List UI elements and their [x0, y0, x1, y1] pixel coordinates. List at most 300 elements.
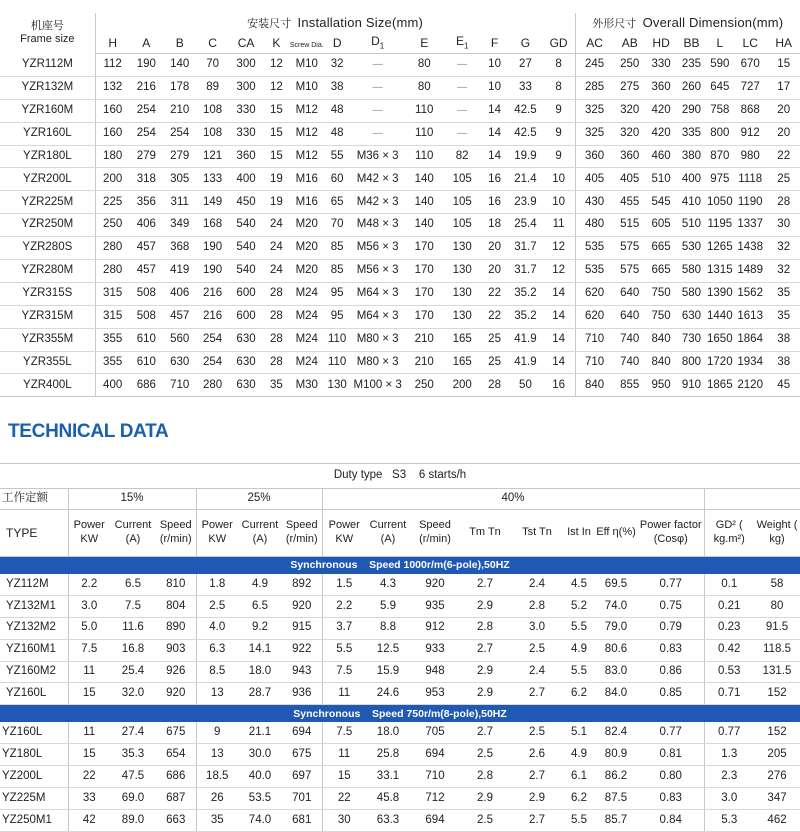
dimension-cell: M12	[290, 145, 324, 168]
dimension-cell: 980	[733, 145, 767, 168]
dimension-cell: 360	[575, 145, 613, 168]
spec-cell: 30.0	[238, 744, 282, 766]
rating-40: 40%	[322, 489, 704, 510]
dimension-cell: 575	[614, 237, 646, 260]
dimension-cell: M48 × 3	[350, 214, 405, 237]
dimension-cell: 89	[196, 76, 228, 99]
technical-row	[0, 595, 800, 617]
dimension-cell: M42 × 3	[350, 168, 405, 191]
dimension-cell: M80 × 3	[350, 351, 405, 374]
spec-cell: 697	[282, 766, 322, 788]
dimension-cell: 23.9	[508, 191, 542, 214]
dimension-cell: M16	[290, 191, 324, 214]
dimension-cell: 335	[676, 122, 706, 145]
col-header-b	[163, 33, 196, 54]
dimension-cell: 16	[481, 191, 508, 214]
dimension-cell: M100 × 3	[350, 374, 405, 397]
spec-cell: 8.5	[196, 661, 238, 683]
dimension-cell: 48	[324, 99, 350, 122]
col-header-k	[263, 33, 289, 54]
dimension-cell: 975	[707, 168, 733, 191]
dimension-cell: 35	[263, 374, 289, 397]
dimension-cell: 9	[543, 99, 575, 122]
dimension-cell: 800	[707, 122, 733, 145]
col-header-text: D	[332, 36, 342, 50]
col-header-a	[130, 33, 163, 54]
dimension-cell: 110	[405, 122, 443, 145]
dimension-cell: 540	[229, 260, 263, 283]
dimension-cell: 130	[443, 282, 480, 305]
dimension-cell: 620	[575, 282, 613, 305]
dimension-cell: 15	[767, 54, 800, 77]
speed-25-header: Speed (r/min)	[282, 510, 322, 557]
dimension-cell: 30	[767, 214, 800, 237]
spec-cell: 9	[196, 722, 238, 743]
dimension-cell: 48	[324, 122, 350, 145]
type-header: TYPE	[0, 510, 68, 557]
dimension-cell: 410	[676, 191, 706, 214]
spec-cell: 694	[282, 722, 322, 743]
col-header-l	[707, 33, 733, 54]
col-header-bb	[676, 33, 706, 54]
dimension-cell: 605	[646, 214, 676, 237]
dimension-cell: M56 × 3	[350, 260, 405, 283]
spec-cell: 0.53	[704, 661, 754, 683]
dimension-cell: 14	[481, 122, 508, 145]
spec-cell: 7.5	[68, 639, 110, 661]
dimension-cell: 10	[543, 191, 575, 214]
dimension-cell: M30	[290, 374, 324, 397]
dimension-cell: 800	[676, 351, 706, 374]
spec-cell: 2.7	[510, 809, 564, 831]
dimension-cell: —	[443, 99, 480, 122]
dimension-cell: 457	[130, 260, 163, 283]
spec-cell: 152	[754, 722, 800, 743]
spec-cell: 53.5	[238, 788, 282, 810]
col-header-ac	[575, 33, 613, 54]
dimension-cell: 630	[229, 328, 263, 351]
dimension-cell: 95	[324, 305, 350, 328]
motor-type-cell: YZ132M1	[0, 595, 68, 617]
frame-size-cell: YZR250M	[0, 214, 95, 237]
spec-cell: 21.1	[238, 722, 282, 743]
technical-column-header-row	[0, 510, 800, 557]
dimension-cell: 275	[614, 76, 646, 99]
dimension-cell: 190	[130, 54, 163, 77]
dimension-cell: 2120	[733, 374, 767, 397]
dimension-cell: 280	[95, 237, 129, 260]
spec-cell: 0.21	[704, 595, 754, 617]
col-header-text: AC	[586, 36, 603, 50]
dimension-cell: M64 × 3	[350, 305, 405, 328]
dimension-cell: 35	[767, 305, 800, 328]
dimension-cell: 149	[196, 191, 228, 214]
spec-cell: 11	[68, 722, 110, 743]
dimension-cell: 110	[324, 351, 350, 374]
dimension-cell: 1865	[707, 374, 733, 397]
spec-cell: 4.0	[196, 617, 238, 639]
dimension-cell: 1118	[733, 168, 767, 191]
dimension-cell: 600	[229, 305, 263, 328]
spec-cell: 3.0	[68, 595, 110, 617]
frame-size-cell: YZR355M	[0, 328, 95, 351]
spec-cell: 3.7	[322, 617, 366, 639]
dimension-cell: 855	[614, 374, 646, 397]
spec-cell: 5.1	[564, 722, 594, 743]
spec-cell: 33	[68, 788, 110, 810]
spec-cell: 1.5	[322, 574, 366, 595]
spec-cell: 87.5	[594, 788, 638, 810]
dimension-cell: 60	[324, 168, 350, 191]
spec-cell: 922	[282, 639, 322, 661]
dimension-cell: 254	[196, 328, 228, 351]
dimension-cell: 1489	[733, 260, 767, 283]
dimension-cell: 840	[646, 351, 676, 374]
eff-header: Eff η(%)	[594, 510, 638, 557]
dimension-cell: 510	[646, 168, 676, 191]
installation-size-en: Installation Size(mm)	[297, 14, 424, 30]
dimension-cell: 250	[405, 374, 443, 397]
spec-cell: 2.9	[460, 683, 510, 705]
dimension-cell: 210	[405, 351, 443, 374]
dimension-cell: 545	[646, 191, 676, 214]
frame-size-cell: YZR132M	[0, 76, 95, 99]
spec-cell: 80.6	[594, 639, 638, 661]
dimension-cell: 190	[196, 260, 228, 283]
dimension-cell: —	[350, 99, 405, 122]
spec-cell: 0.83	[638, 639, 704, 661]
spec-cell: 131.5	[754, 661, 800, 683]
spec-cell: 5.2	[564, 595, 594, 617]
dimension-cell: 279	[130, 145, 163, 168]
dimension-cell: 14	[543, 328, 575, 351]
dimension-cell: 360	[229, 145, 263, 168]
spec-cell: 63.3	[366, 809, 410, 831]
spec-cell: 2.9	[460, 661, 510, 683]
spec-cell: 6.2	[564, 683, 594, 705]
motor-type-cell: YZ225M	[0, 788, 68, 810]
spec-cell: 654	[156, 744, 196, 766]
spec-cell: 0.80	[638, 766, 704, 788]
installation-row	[0, 122, 800, 145]
motor-type-cell: YZ132M2	[0, 617, 68, 639]
spec-cell: 84.0	[594, 683, 638, 705]
col-header-text: D	[371, 34, 380, 49]
spec-cell: 80	[754, 595, 800, 617]
dimension-cell: 330	[229, 122, 263, 145]
col-header-d1	[350, 33, 405, 54]
spec-cell: 694	[410, 744, 460, 766]
dimension-cell: —	[443, 76, 480, 99]
spec-cell: 15.9	[366, 661, 410, 683]
spec-cell: 2.9	[460, 595, 510, 617]
dimension-cell: —	[350, 76, 405, 99]
dimension-cell: 32	[324, 54, 350, 77]
installation-row	[0, 99, 800, 122]
dimension-cell: 20	[767, 99, 800, 122]
spec-cell: 205	[754, 744, 800, 766]
rating-label: 工作定额	[0, 489, 68, 510]
dimension-cell: 325	[575, 122, 613, 145]
dimension-cell: 41.9	[508, 328, 542, 351]
motor-type-cell: YZ160L	[0, 683, 68, 705]
dimension-cell: 210	[405, 328, 443, 351]
dimension-cell: 430	[575, 191, 613, 214]
dimension-cell: 28	[767, 191, 800, 214]
spec-cell: 15	[322, 766, 366, 788]
dimension-cell: 70	[196, 54, 228, 77]
dimension-cell: 216	[196, 305, 228, 328]
spec-cell: 8.8	[366, 617, 410, 639]
dimension-cell: 130	[443, 305, 480, 328]
dimension-cell: 14	[481, 99, 508, 122]
col-header-e1	[443, 33, 480, 54]
spec-cell: 0.71	[704, 683, 754, 705]
col-header-gd	[543, 33, 575, 54]
spec-cell: 0.83	[638, 788, 704, 810]
dimension-cell: 38	[324, 76, 350, 99]
dimension-cell: 508	[130, 305, 163, 328]
rating-blank	[704, 489, 800, 510]
dimension-cell: 25	[481, 328, 508, 351]
spec-cell: 0.79	[638, 617, 704, 639]
dimension-cell: 170	[405, 237, 443, 260]
ist-in-header: Ist In	[564, 510, 594, 557]
col-header-screw-dia	[290, 33, 324, 54]
spec-cell: 933	[410, 639, 460, 661]
spec-cell: 347	[754, 788, 800, 810]
spec-cell: 69.0	[110, 788, 156, 810]
power-15-header: Power KW	[68, 510, 110, 557]
dimension-cell: 140	[405, 168, 443, 191]
dimension-cell: 300	[229, 54, 263, 77]
spec-cell: 82.4	[594, 722, 638, 743]
dimension-cell: 70	[324, 214, 350, 237]
frame-size-en: Frame size	[20, 33, 75, 46]
dimension-cell: 540	[229, 214, 263, 237]
spec-cell: 6.1	[564, 766, 594, 788]
duty-type-row	[0, 464, 800, 489]
spec-cell: 9.2	[238, 617, 282, 639]
duty-type: Duty type S3 6 starts/h	[0, 464, 800, 489]
dimension-cell: 105	[443, 168, 480, 191]
dimension-cell: 28	[481, 374, 508, 397]
dimension-cell: 31.7	[508, 237, 542, 260]
spec-cell: 2.8	[460, 617, 510, 639]
gd2-header: GD² ( kg.m²)	[704, 510, 754, 557]
dimension-cell: 121	[196, 145, 228, 168]
dimension-cell: 280	[196, 374, 228, 397]
dimension-cell: 80	[405, 54, 443, 77]
dimension-cell: 168	[196, 214, 228, 237]
dimension-cell: 32	[767, 237, 800, 260]
dimension-cell: 750	[646, 305, 676, 328]
dimension-cell: 420	[646, 122, 676, 145]
spec-cell: 2.8	[460, 766, 510, 788]
dimension-cell: 27	[508, 54, 542, 77]
dimension-cell: 620	[575, 305, 613, 328]
dimension-cell: 1934	[733, 351, 767, 374]
technical-row	[0, 788, 800, 810]
dimension-cell: 180	[95, 145, 129, 168]
dimension-cell: 730	[676, 328, 706, 351]
dimension-cell: 10	[481, 54, 508, 77]
dimension-cell: —	[350, 122, 405, 145]
dimension-cell: 22	[481, 305, 508, 328]
dimension-cell: 355	[95, 328, 129, 351]
dimension-cell: 216	[130, 76, 163, 99]
spec-cell: 5.9	[366, 595, 410, 617]
dimension-cell: 640	[614, 305, 646, 328]
spec-cell: 912	[410, 617, 460, 639]
spec-cell: 943	[282, 661, 322, 683]
col-header-text: BB	[683, 36, 700, 50]
dimension-cell: 356	[130, 191, 163, 214]
spec-cell: 892	[282, 574, 322, 595]
dimension-cell: 85	[324, 237, 350, 260]
spec-cell: 687	[156, 788, 196, 810]
dimension-cell: 560	[163, 328, 196, 351]
dimension-cell: 254	[130, 122, 163, 145]
dimension-cell: 28	[263, 282, 289, 305]
dimension-cell: 727	[733, 76, 767, 99]
installation-row	[0, 214, 800, 237]
dimension-cell: 110	[405, 99, 443, 122]
dimension-cell: 178	[163, 76, 196, 99]
dimension-cell: 28	[263, 305, 289, 328]
spec-cell: 5.3	[704, 809, 754, 831]
dimension-cell: 330	[229, 99, 263, 122]
installation-row	[0, 305, 800, 328]
dimension-cell: 14	[543, 351, 575, 374]
spec-cell: 675	[156, 722, 196, 743]
col-header-text: GD	[549, 36, 568, 50]
dimension-cell: 12	[263, 54, 289, 77]
dimension-cell: 35	[767, 282, 800, 305]
dimension-cell: 1315	[707, 260, 733, 283]
spec-cell: 45.8	[366, 788, 410, 810]
dimension-cell: 20	[481, 260, 508, 283]
spec-cell: 7.5	[110, 595, 156, 617]
dimension-cell: 580	[676, 260, 706, 283]
spec-cell: 0.77	[704, 722, 754, 743]
spec-cell: 25.8	[366, 744, 410, 766]
frame-size-cell: YZR400L	[0, 374, 95, 397]
dimension-cell: 25	[767, 168, 800, 191]
dimension-cell: 108	[196, 99, 228, 122]
dimension-cell: 630	[229, 374, 263, 397]
dimension-cell: 12	[263, 76, 289, 99]
spec-cell: 804	[156, 595, 196, 617]
dimension-cell: 630	[676, 305, 706, 328]
col-header-text: CA	[237, 36, 255, 50]
dimension-cell: 190	[196, 237, 228, 260]
spec-cell: 2.9	[510, 788, 564, 810]
dimension-cell: 686	[130, 374, 163, 397]
dimension-cell: 200	[443, 374, 480, 397]
spec-cell: 58	[754, 574, 800, 595]
dimension-cell: 912	[733, 122, 767, 145]
installation-header-group-row	[0, 13, 800, 33]
spec-cell: 2.7	[460, 722, 510, 743]
spec-cell: 4.9	[238, 574, 282, 595]
dimension-cell: 540	[229, 237, 263, 260]
spec-cell: 4.3	[366, 574, 410, 595]
dimension-cell: 325	[575, 99, 613, 122]
dimension-cell: 130	[324, 374, 350, 397]
col-header-text: AB	[621, 36, 638, 50]
dimension-cell: 590	[707, 54, 733, 77]
spec-cell: 7.5	[322, 722, 366, 743]
spec-cell: 2.2	[68, 574, 110, 595]
col-header-text: A	[142, 36, 151, 50]
dimension-cell: 10	[543, 168, 575, 191]
col-header-text: L	[716, 36, 724, 50]
dimension-cell: 645	[707, 76, 733, 99]
spec-cell: 920	[410, 574, 460, 595]
synchronous-1000-band	[0, 557, 800, 575]
installation-row	[0, 260, 800, 283]
col-header-ha	[767, 33, 800, 54]
technical-row	[0, 617, 800, 639]
dimension-cell: 1265	[707, 237, 733, 260]
spec-cell: 0.1	[704, 574, 754, 595]
rating-15: 15%	[68, 489, 196, 510]
frame-size-cell: YZR225M	[0, 191, 95, 214]
dimension-cell: 85	[324, 260, 350, 283]
dimension-cell: 1613	[733, 305, 767, 328]
frame-size-cell: YZR180L	[0, 145, 95, 168]
spec-cell: 3.0	[704, 788, 754, 810]
installation-row	[0, 282, 800, 305]
dimension-cell: 133	[196, 168, 228, 191]
spec-cell: 2.2	[322, 595, 366, 617]
spec-cell: 663	[156, 809, 196, 831]
dimension-cell: 290	[676, 99, 706, 122]
dimension-cell: 575	[614, 260, 646, 283]
dimension-cell: 130	[443, 237, 480, 260]
dimension-cell: 18	[481, 214, 508, 237]
spec-cell: 15	[68, 683, 110, 705]
dimension-cell: 600	[229, 282, 263, 305]
dimension-cell: 15	[263, 145, 289, 168]
col-header-c	[196, 33, 228, 54]
installation-column-header-row	[0, 33, 800, 54]
spec-cell: 22	[68, 766, 110, 788]
frame-size-cn: 机座号	[30, 20, 64, 33]
dimension-cell: 508	[130, 282, 163, 305]
spec-cell: 712	[410, 788, 460, 810]
spec-cell: 686	[156, 766, 196, 788]
spec-cell: 926	[156, 661, 196, 683]
spec-cell: 462	[754, 809, 800, 831]
col-header-subscript: 1	[379, 41, 385, 51]
dimension-cell: 868	[733, 99, 767, 122]
spec-cell: 2.4	[510, 661, 564, 683]
dimension-cell: 318	[130, 168, 163, 191]
col-header-h	[95, 33, 129, 54]
dimension-cell: 55	[324, 145, 350, 168]
dimension-cell: 580	[676, 282, 706, 305]
spec-cell: 91.5	[754, 617, 800, 639]
col-header-ca	[229, 33, 263, 54]
dimension-cell: 16	[543, 374, 575, 397]
spec-cell: 1.8	[196, 574, 238, 595]
spec-cell: 953	[410, 683, 460, 705]
dimension-cell: 320	[614, 122, 646, 145]
dimension-cell: 32	[767, 260, 800, 283]
technical-data-table	[0, 463, 800, 832]
